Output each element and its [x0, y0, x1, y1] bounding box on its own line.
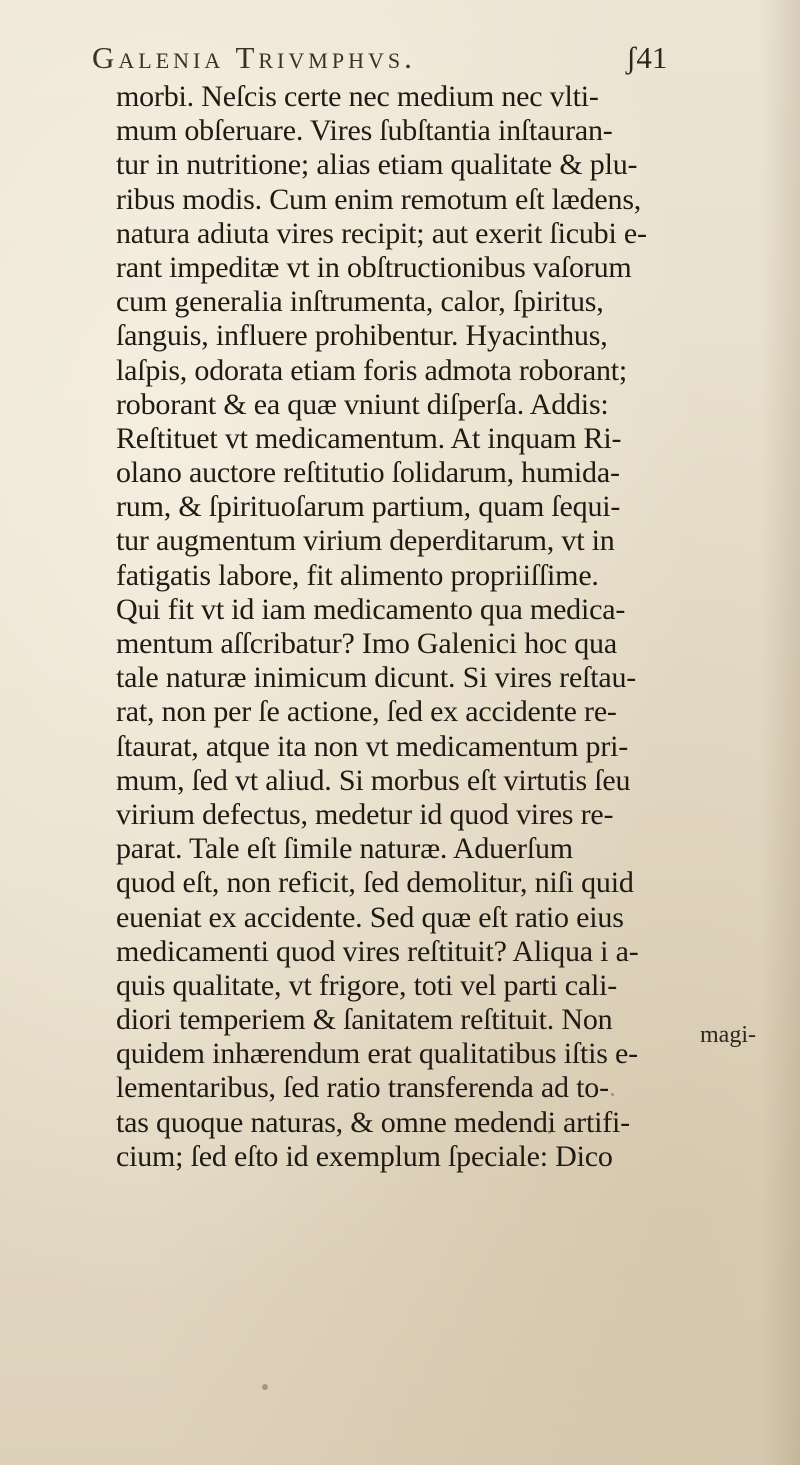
text-line: ſtaurat, atque ita non vt medicamentum pri-: [116, 729, 629, 763]
text-line: cium; ſed eſto id exemplum ſpeciale: Dico: [116, 1139, 613, 1173]
text-line: tas quoque naturas, & omne medendi artifi-: [116, 1105, 630, 1139]
text-line: tur augmentum virium deperditarum, vt in: [116, 524, 615, 558]
text-line: diori temperiem & ſanitatem reſtituit. Non: [116, 1003, 613, 1037]
running-head: [0, 40, 800, 80]
text-line: mum obſeruare. Vires ſubſtantia inſtauran-: [116, 114, 613, 148]
text-line: olano auctore reſtitutio ſolidarum, humida-: [116, 456, 620, 490]
text-line: laſpis, odorata etiam foris admota roborant;: [116, 353, 628, 387]
text-line: cum generalia inſtrumenta, calor, ſpiritus,: [116, 285, 604, 319]
text-line: natura adiuta vires recipit; aut exerit ſicubi e-: [116, 216, 647, 250]
text-line: mentum aſſcribatur? Imo Galenici hoc qua: [116, 627, 617, 660]
text-line: roborant & ea quæ vniunt diſperſa. Addis:: [116, 387, 609, 421]
text-line: tur in nutritione; alias etiam qualitate & plu-: [116, 148, 638, 182]
text-line: quidem inhærendum erat qualitatibus iſtis e-: [116, 1037, 638, 1071]
text-line: rat, non per ſe actione, ſed ex accidente re-: [116, 695, 617, 729]
catchword: magi-: [700, 1022, 756, 1048]
text-line: ribus modis. Cum enim remotum eſt lædens,: [116, 182, 642, 216]
text-line: eueniat ex accidente. Sed quæ eſt ratio eius: [116, 900, 624, 934]
text-line: parat. Tale eſt ſimile naturæ. Aduerſum: [116, 832, 573, 866]
folio-number: ʃ41: [626, 40, 668, 75]
text-line: rum, & ſpirituoſarum partium, quam ſequi-: [116, 490, 621, 524]
text-line: rant impeditæ vt in obſtructionibus vaſorum: [116, 250, 632, 284]
text-line: tale naturæ inimicum dicunt. Si vires reſtau-: [116, 661, 637, 695]
text-line: lementaribus, ſed ratio transferenda ad to-: [116, 1071, 609, 1105]
paper-speck: [262, 1384, 268, 1390]
text-line: mum, ſed vt aliud. Si morbus eſt virtutis ſeu: [116, 763, 631, 797]
text-line: quod eſt, non reficit, ſed demolitur, niſi quid: [116, 866, 634, 900]
text-line: ſanguis, influere prohibentur. Hyacinthus,: [116, 319, 608, 353]
paper-speck: [611, 1093, 614, 1096]
text-line: morbi. Neſcis certe nec medium nec vlti-: [116, 80, 599, 113]
paper-speck: [548, 1131, 551, 1134]
text-line: fatigatis labore, fit alimento propriiſſime.: [116, 558, 599, 592]
running-head-title: Galenia Trivmphvs.: [92, 40, 416, 75]
body-text: [116, 80, 736, 1174]
text-line: quis qualitate, vt frigore, toti vel parti cali-: [116, 968, 618, 1002]
text-line: medicamenti quod vires reſtituit? Aliqua i a-: [116, 934, 639, 968]
page-edge-shadow: [760, 0, 800, 1465]
text-line: virium defectus, medetur id quod vires re-: [116, 797, 614, 831]
text-line: Reſtituet vt medicamentum. At inquam Ri-: [116, 421, 622, 455]
text-line: Qui fit vt id iam medicamento qua medica-: [116, 592, 626, 626]
